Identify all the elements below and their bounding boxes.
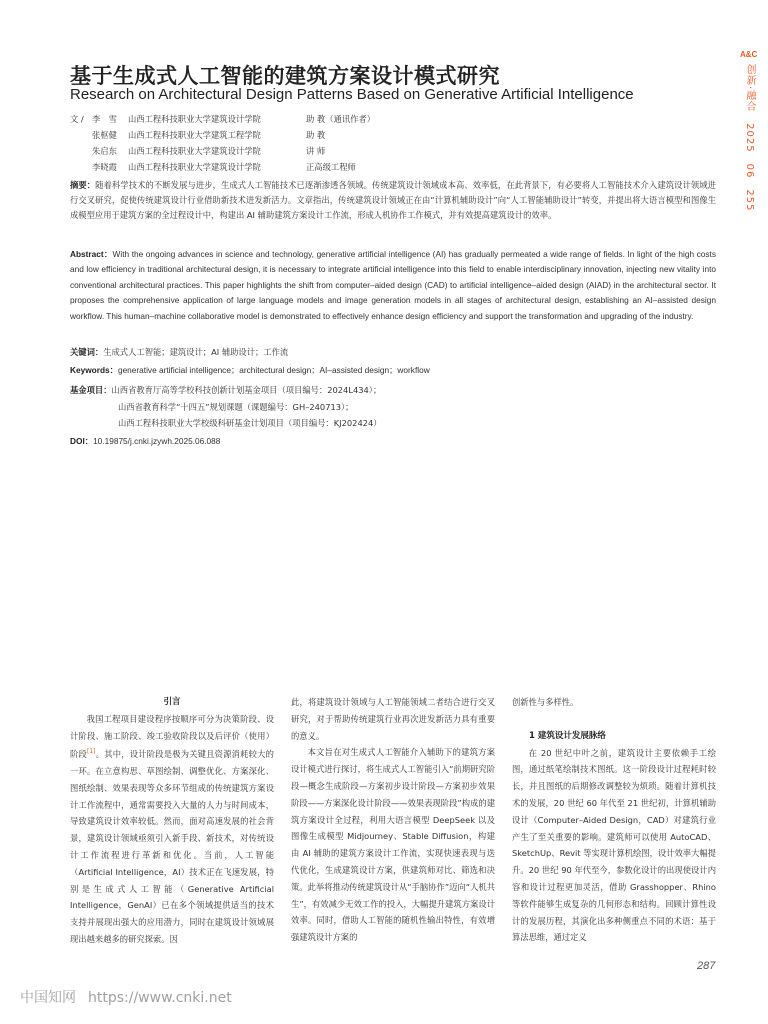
body-paragraph: 我国工程项目建设程序按顺序可分为决策阶段、设计阶段、施工阶段、竣工验收阶段以及后评价（使用）阶段[1]。其中，设计阶段是极为关键且资源消耗较大的一环。在立意构思、草图绘制、调整优化、方案深化、图纸绘制、效果表现等众多环节组成的传统建筑方案设计工作流程中，通常需要投入大量的人力与时间成本，导致建筑设计效率较低。然而，面对高速发展的社会背景，建筑设计领域亟须引入新手段、新技术，对传统设计工作流程进行革新和优化。当前，人工智能（Artificial Intelligence，AI）技术正在飞速发展，特别是生成式人工智能（Generative Artificial Intelligence，GenAI）已在多个领域提供适当的技术支持并展现出强大的应用潜力，同时在建筑设计领域展现出越来越多的研究探索。因 [70, 713, 274, 944]
abstract-cn-text: 随着科学技术的不断发展与进步，生成式人工智能技术已逐渐渗透各领域。传统建筑设计领域成本高、效率低，在此背景下，有必要将人工智能技术介入建筑设计领域进行交叉研究，促使传统建筑设计行业借助新技术进发新活力。文章指出，传统建筑设计领域正在由“计算机辅助设计”向“人工智能辅助设计”转变，并提出将大语言模型和图像生成模型应用于建筑方案的全过程设计中，构建出 AI 辅助建筑方案设计工作流，形成人机协作工作模式，并有效提高建筑设计的效率。 [70, 180, 716, 221]
doi-label: DOI： [70, 436, 94, 446]
cnki-url[interactable]: https://www.cnki.net [88, 990, 232, 1006]
page-number: 287 [697, 960, 716, 972]
citation-ref[interactable]: [1] [87, 748, 96, 756]
author-lead: 文 / [70, 114, 84, 124]
author-row [70, 127, 375, 143]
author-affiliation: 山西工程科技职业大学建筑设计学院 [128, 162, 261, 172]
author-name: 朱启东 [92, 146, 117, 156]
abstract-en-text: With the ongoing advances in science and technology, generative artificial intelligence (AI) has gradually permeated a wide range of fields. In light of the high costs and low efficiency in traditional architectural design, it is necessary to integrate artificial intelligence into this field to enable interdisciplinary innovation, injecting new vitality into conventional architectural practices. This paper highlights the shift from computer–aided design (CAD) to artificial intelligence–aided design (AIAD) in the architectural sector. It proposes the comprehensive application of large language models and image generation models in all stages of architectural design, establishing an AI–assisted design workflow. This human–machine collaborative model is demonstrated to effectively enhance design efficiency and support the transformation and upgrading of the industry. [70, 249, 716, 321]
author-list [70, 111, 375, 175]
author-row [70, 111, 375, 127]
doi-link[interactable]: 10.19875/j.cnki.jzywh.2025.06.088 [93, 436, 221, 446]
body-column-2 [291, 694, 495, 946]
funding-line: 山西省教育厅高等学校科技创新计划基金项目（项目编号：2024L434）； [111, 385, 382, 395]
funding-line: 山西工程科技职业大学校级科研基金计划项目（项目编号：KJ202424） [118, 418, 382, 428]
body-column-1 [70, 694, 274, 948]
section-heading: 1 建筑设计发展脉络 [529, 730, 606, 741]
body-column-3 [512, 694, 716, 946]
doi [70, 434, 716, 449]
abstract-cn-label: 摘要： [70, 180, 96, 190]
author-title: 正高级工程师 [306, 162, 356, 172]
abstract-en-label: Abstract： [70, 249, 113, 259]
funding-label: 基金项目： [70, 385, 112, 395]
author-title: 讲 师 [306, 146, 326, 156]
author-title: 助 教（通讯作者） [306, 114, 376, 124]
cnki-logo: 中国知网 [20, 990, 76, 1006]
keywords-en [70, 363, 716, 378]
keywords-cn-text: 生成式人工智能；建筑设计；AI 辅助设计；工作流 [103, 347, 289, 357]
keywords-en-label: Keywords： [70, 365, 118, 375]
author-title: 助 教 [306, 130, 326, 140]
author-name: 张枢健 [92, 130, 117, 140]
author-row [70, 143, 375, 159]
journal-logo: A&C [740, 50, 758, 59]
cnki-watermark [20, 987, 244, 1007]
author-affiliation: 山西工程科技职业大学建筑设计学院 [128, 146, 261, 156]
body-paragraph: 本文旨在对生成式人工智能介入辅助下的建筑方案设计模式进行探讨，将生成式人工智能引入“前期研究阶段—概念生成阶段—方案初步设计阶段—方案初步效果阶段——方案深化设计阶段——效果表现阶段”构成的建筑方案设计全过程，利用大语言模型 DeepSeek 以及图像生成模型 Midjourney、Stable Diffusion，构建由 AI 辅助的建筑方案设计工作流，实现快速表现与迭代优化，生成建筑设计方案，供建筑师对比、筛选和决策。此举将推动传统建筑设计从“手脑协作”迈向“人机共生”，有效减少无效工作的投入，大幅提升建筑方案设计效率。同时，借助人工智能的随机性输出特性，有效增强建筑设计方案的 [291, 747, 495, 943]
intro-heading: 引言 [163, 697, 181, 707]
abstract-cn [70, 178, 716, 224]
author-name: 李 雪 [92, 114, 117, 124]
author-name: 李晓霞 [92, 162, 117, 172]
abstract-en [70, 247, 716, 324]
journal-issue-info: 创新·融合 2025 06 255 [744, 64, 755, 212]
body-paragraph: 创新性与多样性。 [512, 697, 579, 707]
author-affiliation: 山西工程科技职业大学建筑设计学院 [128, 114, 261, 124]
author-affiliation: 山西工程科技职业大学建筑工程学院 [128, 130, 261, 140]
funding [70, 382, 382, 432]
body-paragraph: 此，将建筑设计领域与人工智能领域二者结合进行交叉研究，对于帮助传统建筑行业再次进发新活力具有重要的意义。 [291, 697, 495, 741]
body-paragraph: 在 20 世纪中叶之前，建筑设计主要依赖手工绘图，通过纸笔绘制技术图纸。这一阶段设计过程耗时较长，并且图纸的后期修改调整较为烦琐。随着计算机技术的发展，20 世纪 60 年代至 21 世纪初，计算机辅助设计（Computer–Aided Design，CAD）对建筑行业产生了至关重要的影响。建筑师可以使用 AutoCAD、SketchUp、Revit 等实现计算机绘图，设计效率大幅提升。20 世纪 90 年代至今，参数化设计的出现使设计内容和设计过程更加灵活，借助 Grasshopper、Rhino 等软件能够生成复杂的几何形态和结构。回顾计算性设计的发展历程，其演化出多种侧重点不同的术语：基于算法思维，通过定义 [512, 747, 716, 943]
keywords-cn-label: 关键词： [70, 347, 104, 357]
author-row [70, 159, 375, 175]
keywords-en-text: generative artificial intelligence；architectural design；AI–assisted design；workflow [117, 365, 430, 375]
keywords-cn [70, 345, 716, 360]
funding-line: 山西省教育科学“十四五”规划课题（课题编号：GH–240713）； [118, 401, 354, 412]
title-cn: 基于生成式人工智能的建筑方案设计模式研究 [70, 64, 500, 88]
title-en: Research on Architectural Design Patterns Based on Generative Artificial Intelligence [70, 86, 634, 103]
